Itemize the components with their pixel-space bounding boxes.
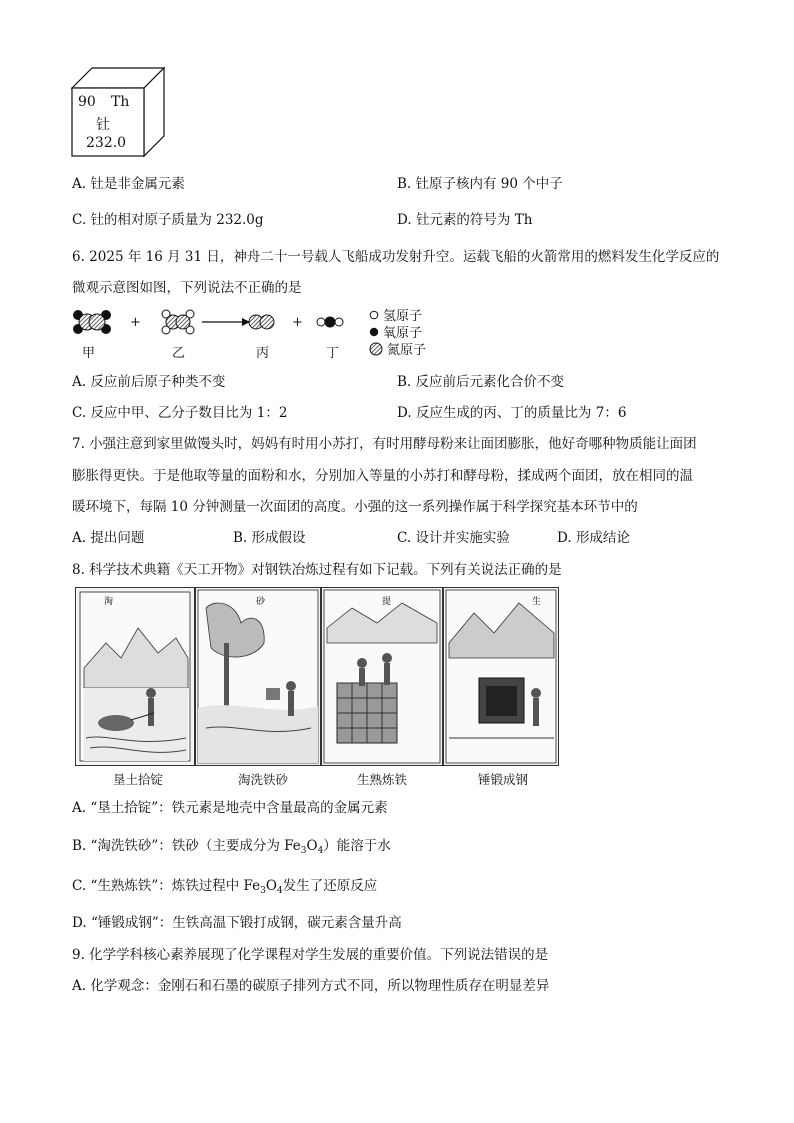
illustration-4 (443, 587, 559, 766)
legend-nitrogen: 氮原子 (369, 339, 426, 358)
illustration-2 (195, 587, 321, 766)
hydrogen-atom-icon (369, 310, 379, 320)
element-symbol: Th (111, 94, 130, 110)
q7-option-c: C. 设计并实施实验 (397, 530, 510, 546)
q6-option-d: D. 反应生成的丙、丁的质量比为 7：6 (397, 405, 627, 421)
q8-option-b: B. “淘洗铁砂”：铁砂（主要成分为 $Fe_3O_4$）能溶于水 (72, 838, 391, 856)
plus-sign-1: + (130, 315, 141, 330)
element-number: 90 (78, 94, 96, 110)
caption-4: 锤锻成钢 (478, 772, 529, 787)
q7-stem-line1: 7. 小强注意到家里做馒头时，妈妈有时用小苏打，有时用酵母粉来让面团膨胀，他好奇哪种物质能让面团 (72, 436, 697, 452)
reaction-diagram (70, 306, 370, 340)
q8-option-c: C. “生熟炼铁”：炼铁过程中 $Fe_3O_4$发生了还原反应 (72, 878, 378, 896)
illustration-2-title: 砂 (256, 597, 267, 607)
element-mass: 232.0 (86, 135, 127, 151)
q9-stem-line1: 9. 化学学科核心素养展现了化学课程对学生发展的重要价值。下列说法错误的是 (72, 947, 549, 963)
q6-stem-line1: 6. 2025 年 16 月 31 日，神舟二十一号载人飞船成功发射升空。运载飞船的火箭常用的燃料发生化学反应的 (72, 249, 720, 265)
label-ding: 丁 (326, 346, 340, 361)
q7-stem-line3: 暖环境下，每隔 10 分钟测量一次面团的高度。小强的这一系列操作属于科学探究基本环节中的 (72, 499, 638, 515)
molecule-yi (162, 310, 194, 334)
legend-oxygen: 氧原子 (369, 322, 422, 341)
q6-option-a: A. 反应前后原子种类不变 (72, 374, 226, 390)
q6-stem-line2: 微观示意图如图，下列说法不正确的是 (72, 280, 302, 296)
illustration-3-title: 提 (382, 597, 393, 607)
q6-option-b: B. 反应前后元素化合价不变 (397, 374, 565, 390)
legend-hydrogen: 氢原子 (369, 305, 422, 324)
smelting-furnace-icon (322, 588, 442, 765)
landscape-plowing-icon (76, 588, 194, 765)
q7-option-a: A. 提出问题 (72, 530, 145, 546)
molecule-bing (249, 315, 274, 329)
molecule-jia (73, 310, 111, 334)
label-jia: 甲 (82, 346, 96, 361)
nitrogen-atom-icon (369, 342, 383, 356)
caption-2: 淘洗铁砂 (238, 772, 289, 787)
illustration-4-title: 生 (532, 597, 543, 607)
q5-option-c: C. 钍的相对原子质量为 232.0g (72, 212, 264, 228)
q8-option-a: A. “垦土拾锭”：铁元素是地壳中含量最高的金属元素 (72, 800, 388, 816)
forging-steel-icon (444, 588, 558, 765)
q7-option-d: D. 形成结论 (557, 530, 630, 546)
label-yi: 乙 (172, 346, 186, 361)
q7-stem-line2: 膨胀得更快。于是他取等量的面粉和水，分别加入等量的小苏打和酵母粉，揉成两个面团，放在相同的温 (72, 468, 693, 484)
q9-option-a: A. 化学观念：金刚石和石墨的碳原子排列方式不同，所以物理性质存在明显差异 (72, 978, 550, 994)
illustration-1 (75, 587, 195, 766)
q8-stem-line1: 8. 科学技术典籍《天工开物》对钢铁冶炼过程有如下记载。下列有关说法正确的是 (72, 562, 562, 578)
q5-option-a: A. 钍是非金属元素 (72, 176, 185, 192)
river-washing-icon (196, 588, 320, 765)
label-bing: 丙 (256, 346, 270, 361)
caption-3: 生熟炼铁 (357, 772, 408, 787)
oxygen-atom-icon (369, 327, 379, 337)
caption-1: 垦土拾锭 (113, 772, 164, 787)
plus-sign-2: + (292, 315, 303, 330)
q8-option-d: D. “锤锻成钢”：生铁高温下锻打成钢，碳元素含量升高 (72, 915, 402, 931)
element-name: 钍 (96, 117, 110, 133)
molecule-ding (317, 317, 343, 328)
q5-option-b: B. 钍原子核内有 90 个中子 (397, 176, 563, 192)
q7-option-b: B. 形成假设 (233, 530, 306, 546)
illustration-3 (321, 587, 443, 766)
q5-option-d: D. 钍元素的符号为 Th (397, 212, 533, 228)
q6-option-c: C. 反应中甲、乙分子数目比为 1：2 (72, 405, 288, 421)
illustration-1-title: 淘 (104, 597, 115, 607)
